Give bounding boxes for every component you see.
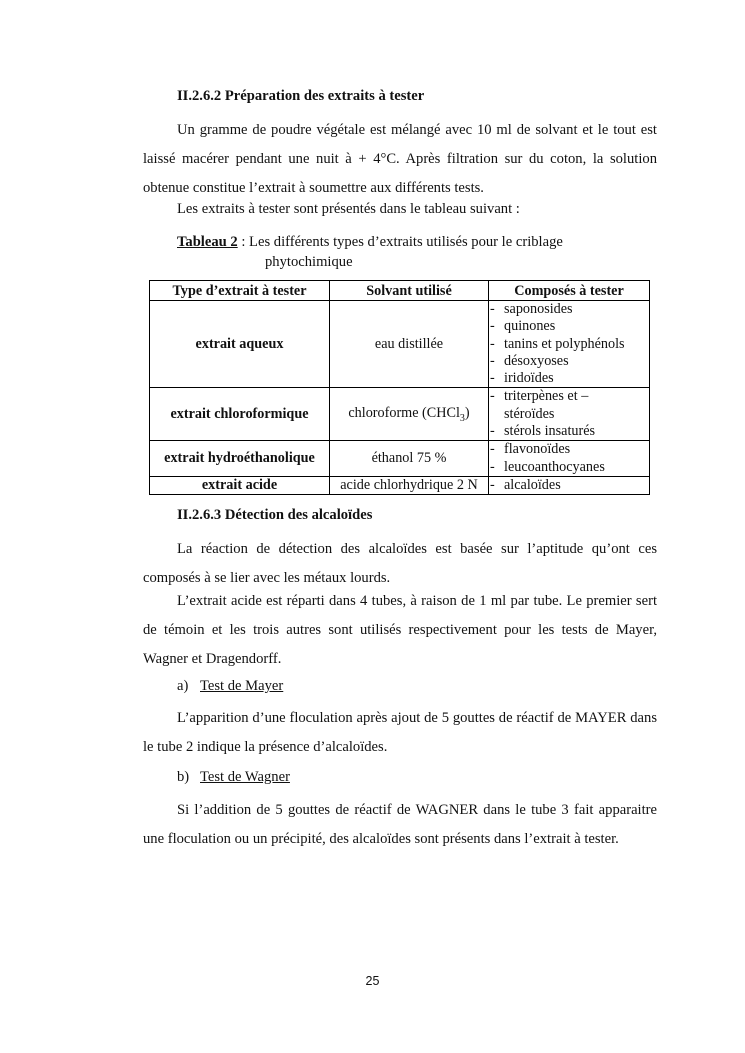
header-solvent: Solvant utilisé	[330, 281, 489, 301]
table-header-row	[150, 281, 650, 301]
list-item-mayer	[177, 676, 283, 696]
compound-item: - flavonoïdes	[490, 441, 571, 458]
cell-compounds	[489, 476, 650, 494]
table-caption-text: : Les différents types d’extraits utilisés pour le criblage	[237, 234, 563, 250]
header-extract-type: Type d’extrait à tester	[150, 281, 330, 301]
extracts-table	[149, 280, 650, 495]
cell-extract-type: extrait acide	[150, 476, 330, 494]
paragraph-mayer: L’apparition d’une floculation après ajout de 5 gouttes de réactif de MAYER dans le tube 2 indique la présence d’alcaloïdes.	[143, 710, 657, 755]
test-mayer-title: Test de Mayer	[200, 678, 284, 694]
page-number: 25	[365, 974, 380, 988]
cell-extract-type: extrait chloroformique	[150, 388, 330, 441]
cell-compounds	[489, 441, 650, 477]
compound-item: - désoxyoses	[490, 352, 569, 369]
compound-item-continuation: stéroïdes	[504, 405, 555, 422]
table-caption	[177, 232, 647, 272]
compound-item: - stérols insaturés	[490, 423, 596, 440]
compound-item: - triterpènes et –	[490, 388, 589, 405]
paragraph-wagner: Si l’addition de 5 gouttes de réactif de WAGNER dans le tube 3 fait apparaitre une floculation ou un précipité, des alcaloïdes sont présents dans l’extrait à tester.	[143, 802, 657, 847]
compound-item: - leucoanthocyanes	[490, 458, 605, 475]
section-heading-2-6-3: II.2.6.3 Détection des alcaloïdes	[177, 507, 373, 523]
cell-extract-type: extrait aqueux	[150, 301, 330, 388]
compound-item: - tanins et polyphénols	[490, 335, 625, 352]
compound-item: - quinones	[490, 318, 556, 335]
table-row	[150, 441, 650, 477]
paragraph-preparation: Un gramme de poudre végétale est mélangé avec 10 ml de solvant et le tout est laissé macérer pendant une nuit à + 4°C. Après filtration sur du coton, la solution obtenue constitue l’extrait à soumettre aux différents tests.	[143, 122, 657, 196]
list-marker: a)	[177, 678, 189, 694]
header-compounds: Composés à tester	[489, 281, 650, 301]
table-row	[150, 476, 650, 494]
cell-solvent: eau distillée	[330, 301, 489, 388]
table-row	[150, 301, 650, 388]
cell-solvent: éthanol 75 %	[330, 441, 489, 477]
compound-item: - saponosides	[490, 301, 573, 317]
list-item-wagner	[177, 767, 290, 787]
table-caption-text-line2: phytochimique	[265, 254, 353, 270]
paragraph-tubes: L’extrait acide est réparti dans 4 tubes, à raison de 1 ml par tube. Le premier sert de témoin et les trois autres sont utilisés respectivement pour les tests de Mayer, Wagner et Dragendorff.	[143, 593, 657, 667]
list-marker: b)	[177, 769, 190, 785]
compound-item: - iridoïdes	[490, 370, 554, 387]
cell-extract-type: extrait hydroéthanolique	[150, 441, 330, 477]
paragraph-table-intro: Les extraits à tester sont présentés dans le tableau suivant :	[177, 201, 520, 217]
section-heading-2-6-2: II.2.6.2 Préparation des extraits à tester	[177, 88, 425, 104]
cell-compounds	[489, 301, 650, 388]
table-caption-label: Tableau 2	[177, 234, 238, 250]
cell-solvent: acide chlorhydrique 2 N	[330, 476, 489, 494]
paragraph-alkaloid-detection: La réaction de détection des alcaloïdes est basée sur l’aptitude qu’ont ces composés à se lier avec les métaux lourds.	[143, 541, 657, 586]
table-row	[150, 388, 650, 441]
cell-solvent: chloroforme (CHCl$_3$)	[330, 388, 489, 441]
test-wagner-title: Test de Wagner	[200, 769, 290, 785]
compound-item: - alcaloïdes	[490, 476, 561, 493]
cell-compounds	[489, 388, 650, 441]
